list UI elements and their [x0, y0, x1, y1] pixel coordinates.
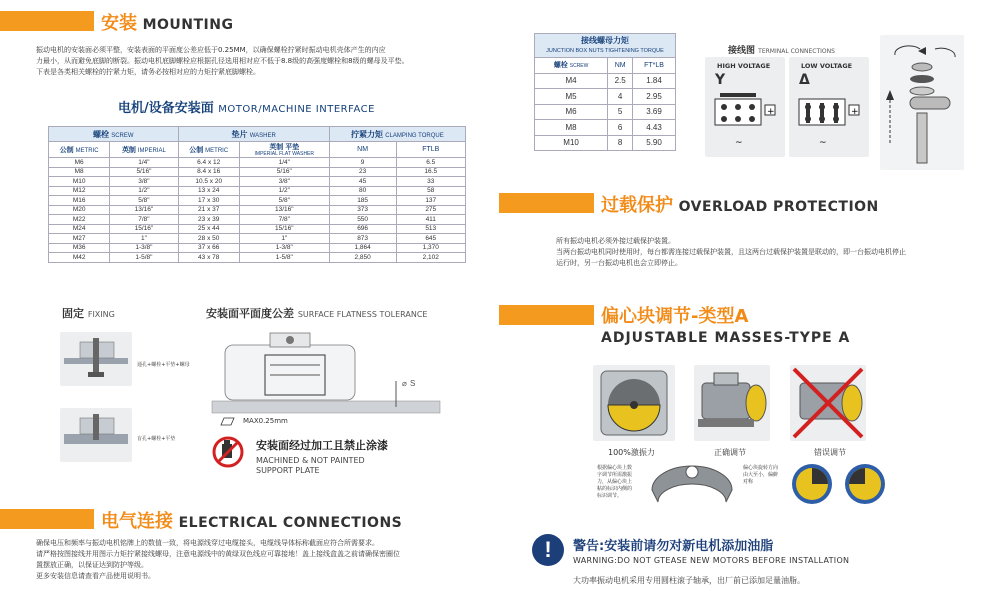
machined-en-1: MACHINED & NOT PAINTED	[256, 456, 365, 465]
svg-text:+: +	[851, 107, 859, 117]
jb-torque-cell: 4.43	[633, 120, 676, 136]
svg-text:~: ~	[819, 138, 827, 148]
terminal-title: 接线图 TERMINAL CONNECTIONS	[728, 46, 835, 56]
adjustable-title-en: ADJUSTABLE MASSES-TYPE A	[601, 330, 851, 346]
overload-paragraph: 所有振动电机必须外接过载保护装置。 当两台振动电机同时使用时，每台都需连接过载保护装置，且这两台过载保护装置是联动的，即一台振动电机停止 运行时，另一台振动电机也会立即停止。	[556, 237, 906, 267]
torque-cell: 23	[329, 167, 396, 177]
jb-torque-cell: M10	[535, 135, 608, 151]
torque-cell: 137	[396, 196, 466, 206]
mounting-paragraph: 振动电机的安装面必须平整，安装表面的平面度公差应低于0.25MM，以确保螺栓拧紧时振动电机壳体产生的内应 力最小，从而避免底脚的断裂。振动电机底脚螺栓应根据孔径选用相对应不低于8.8级的高强度螺栓和8级的螺母及平垫。 下表是各类相关螺栓的拧紧力矩，请务必按相对应的力矩拧紧底脚螺栓。	[36, 46, 409, 76]
flatness-max-label: MAX0.25mm	[243, 417, 288, 425]
torque-cell: 1/4"	[239, 158, 329, 168]
overload-title: 过载保护 OVERLOAD PROTECTION	[601, 195, 879, 216]
torque-cell: M6	[49, 158, 110, 168]
torque-cell: M36	[49, 243, 110, 253]
torque-cell: 645	[396, 234, 466, 244]
torque-cell: 33	[396, 177, 466, 187]
electrical-paragraph: 确保电压和频率与振动电机铭牌上的数值一致，将电源线穿过电缆接头，电缆线导体标称截面应符合所需要求。 请严格按图接线并用图示力矩拧紧接线螺母，注意电源线中的黄绿双色线应可靠接地！盖上接线盒盖之前请确保密圈位 置摆放正确，以保证达到防护等级。 更多安装信息请查看产品使用说明书。	[36, 539, 400, 580]
terminal-high-voltage-diagram: HIGH VOLTAGE Y + ~	[705, 57, 785, 157]
torque-row	[49, 205, 466, 215]
torque-cell: 2,850	[329, 253, 396, 263]
torque-cell: 411	[396, 215, 466, 225]
torque-cell: 6.5	[396, 158, 466, 168]
torque-row	[49, 224, 466, 234]
electrical-title: 电气连接 ELECTRICAL CONNECTIONS	[101, 511, 403, 532]
torque-cell: M12	[49, 186, 110, 196]
svg-text:~: ~	[735, 138, 743, 148]
torque-cell: 873	[329, 234, 396, 244]
torque-cell: 5/16"	[110, 167, 178, 177]
torque-cell: 1"	[239, 234, 329, 244]
terminal-low-voltage-diagram: LOW VOLTAGE Δ + ~	[789, 57, 869, 157]
jb-torque-row	[535, 135, 676, 151]
warning-title: 警告:安装前请勿对新电机添加油脂	[573, 539, 774, 554]
adjustable-bar	[499, 305, 594, 325]
jb-torque-cell: 2.5	[608, 73, 633, 89]
torque-cell: 9	[329, 158, 396, 168]
overload-bar	[499, 193, 594, 213]
adjust-mass-pair-1	[790, 462, 834, 506]
flatness-title: 安装面平面度公差 SURFACE FLATNESS TOLERANCE	[206, 307, 428, 320]
adjust-caption-correct: 正确调节	[714, 448, 746, 457]
fixing-blind-hole-label: 盲孔+螺栓+平垫	[137, 436, 176, 442]
torque-row	[49, 177, 466, 187]
adjust-caption-100: 100%激振力	[608, 448, 655, 457]
jb-torque-row	[535, 89, 676, 105]
no-paint-icon	[211, 435, 245, 469]
warning-sub: 大功率振动电机采用专用圆柱滚子轴承，出厂前已添加足量油脂。	[573, 576, 805, 585]
torque-cell: M22	[49, 215, 110, 225]
jb-torque-cell: 6	[608, 120, 633, 136]
adjust-note-2: 偏心块旋转方向 由大至小，偏僻 对称	[743, 465, 779, 485]
fixing-through-hole-image	[60, 332, 132, 386]
torque-cell: 25 x 44	[178, 224, 239, 234]
torque-cell: M20	[49, 205, 110, 215]
torque-cell: M27	[49, 234, 110, 244]
interface-title: 电机/设备安装面 MOTOR/MACHINE INTERFACE	[118, 101, 375, 116]
torque-cell: 13/16"	[110, 205, 178, 215]
torque-row	[49, 253, 466, 263]
torque-cell: 1/2"	[110, 186, 178, 196]
torque-cell: 696	[329, 224, 396, 234]
torque-cell: 3/8"	[239, 177, 329, 187]
torque-cell: 28 x 50	[178, 234, 239, 244]
jb-torque-cell: 8	[608, 135, 633, 151]
svg-text:+: +	[767, 107, 775, 117]
terminal-stud-image	[880, 35, 964, 170]
torque-cell: M16	[49, 196, 110, 206]
torque-cell: 15/16"	[239, 224, 329, 234]
torque-cell: 7/8"	[239, 215, 329, 225]
warning-en: WARNING:DO NOT GTEASE NEW MOTORS BEFORE INSTALLATION	[573, 556, 850, 565]
warning-icon: !	[532, 534, 564, 566]
jb-torque-cell: M8	[535, 120, 608, 136]
torque-cell: 1-5/8"	[110, 253, 178, 263]
torque-cell: 513	[396, 224, 466, 234]
torque-cell: 58	[396, 186, 466, 196]
flatness-s-label: S	[410, 379, 416, 388]
clamping-torque-table: 螺栓 SCREW 垫片 WASHER 拧紧力矩 CLAMPING TORQUE 公制 METRIC 英制 IMPERIAL 公制 METRIC 英制 平垫 IMPERIAL FLAT WASHER NM FTLB M6 1/4" 6.4 x 12 1/4" 9 6.5 M8 5/16" 8.4 x 16 5/16" 23 16.5 M10 3/8" 10.5 x 20 3/8" 45 33 M12 1/2" 13 x 24 1/2" 80 58 M16 5/8" 17 x 30 5/8" 185 137 M20 13/16" 21 x 37 13/16" 373 275 M22 7/8" 23 x 39 7/8" 550 411 M24 15/16" 25 x 44 15/16" 696 513 M27 1" 28 x 50 1" 873 645 M36 1-3/8" 37 x 66 1-3/8" 1,864 1,370 M42 1-5/8" 43 x 78 1-5/8" 2,850 2,102	[48, 126, 466, 263]
jb-torque-cell: 2.95	[633, 89, 676, 105]
torque-cell: 10.5 x 20	[178, 177, 239, 187]
jb-torque-cell: 5.90	[633, 135, 676, 151]
torque-cell: 8.4 x 16	[178, 167, 239, 177]
torque-cell: 550	[329, 215, 396, 225]
adjust-scale-dial	[648, 462, 736, 506]
adjust-wrong-image	[790, 365, 866, 441]
machined-title: 安装面经过加工且禁止涂漆	[256, 439, 388, 452]
torque-cell: 1-5/8"	[239, 253, 329, 263]
jb-torque-cell: M6	[535, 104, 608, 120]
torque-cell: 5/8"	[110, 196, 178, 206]
torque-cell: 37 x 66	[178, 243, 239, 253]
torque-cell: 15/16"	[110, 224, 178, 234]
mounting-title: 安装 MOUNTING	[101, 13, 234, 34]
torque-row	[49, 158, 466, 168]
adjust-100-percent-image	[593, 365, 675, 441]
torque-row	[49, 243, 466, 253]
fixing-title: 固定 FIXING	[62, 307, 115, 320]
torque-cell: M24	[49, 224, 110, 234]
torque-cell: 1,864	[329, 243, 396, 253]
electrical-bar	[0, 509, 94, 529]
adjust-caption-wrong: 错误调节	[814, 448, 846, 457]
adjust-note-1: 根据偏心块上数 字调节所需激振 力，从偏心块上 粘的标识内侧的 标识调节。	[597, 465, 633, 499]
adjust-mass-pair-2	[843, 462, 887, 506]
torque-cell: 275	[396, 205, 466, 215]
adjust-correct-image	[694, 365, 770, 441]
torque-cell: M42	[49, 253, 110, 263]
torque-row	[49, 234, 466, 244]
torque-cell: 5/8"	[239, 196, 329, 206]
torque-cell: 6.4 x 12	[178, 158, 239, 168]
jb-torque-cell: 5	[608, 104, 633, 120]
jb-torque-cell: 4	[608, 89, 633, 105]
jb-torque-cell: 1.84	[633, 73, 676, 89]
torque-cell: 5/16"	[239, 167, 329, 177]
torque-row	[49, 167, 466, 177]
torque-cell: 1/2"	[239, 186, 329, 196]
jb-torque-cell: M5	[535, 89, 608, 105]
adjustable-title-cn: 偏心块调节-类型A	[601, 306, 749, 327]
fixing-through-hole-label: 通孔+螺栓+平垫+螺母	[137, 362, 190, 368]
torque-cell: 23 x 39	[178, 215, 239, 225]
torque-row	[49, 215, 466, 225]
torque-cell: 21 x 37	[178, 205, 239, 215]
torque-cell: 45	[329, 177, 396, 187]
torque-cell: M8	[49, 167, 110, 177]
torque-cell: 17 x 30	[178, 196, 239, 206]
torque-cell: 373	[329, 205, 396, 215]
flatness-diagram	[210, 325, 460, 430]
torque-cell: 2,102	[396, 253, 466, 263]
torque-cell: 13/16"	[239, 205, 329, 215]
torque-cell: M10	[49, 177, 110, 187]
torque-cell: 3/8"	[110, 177, 178, 187]
jb-torque-row	[535, 73, 676, 89]
torque-cell: 1-3/8"	[110, 243, 178, 253]
torque-cell: 7/8"	[110, 215, 178, 225]
torque-cell: 1"	[110, 234, 178, 244]
torque-cell: 1/4"	[110, 158, 178, 168]
jb-torque-row	[535, 104, 676, 120]
jb-torque-cell: 3.69	[633, 104, 676, 120]
torque-row	[49, 196, 466, 206]
torque-cell: 43 x 78	[178, 253, 239, 263]
jb-torque-cell: M4	[535, 73, 608, 89]
junction-box-torque-table: 接线螺母力矩 JUNCTION BOX NUTS TIGHTENING TORQUE 螺栓 SCREW NM FT*LB M4 2.5 1.84 M5 4 2.95 M6 5 3.69 M8 6 4.43 M10 8 5.90	[534, 33, 676, 151]
fixing-blind-hole-image	[60, 408, 132, 462]
jb-torque-row	[535, 120, 676, 136]
mounting-bar	[0, 11, 94, 31]
torque-cell: 13 x 24	[178, 186, 239, 196]
svg-text:⌀: ⌀	[402, 379, 407, 388]
machined-en-2: SUPPORT PLATE	[256, 466, 320, 475]
torque-cell: 16.5	[396, 167, 466, 177]
torque-cell: 1,370	[396, 243, 466, 253]
torque-cell: 185	[329, 196, 396, 206]
torque-cell: 80	[329, 186, 396, 196]
torque-cell: 1-3/8"	[239, 243, 329, 253]
torque-row	[49, 186, 466, 196]
